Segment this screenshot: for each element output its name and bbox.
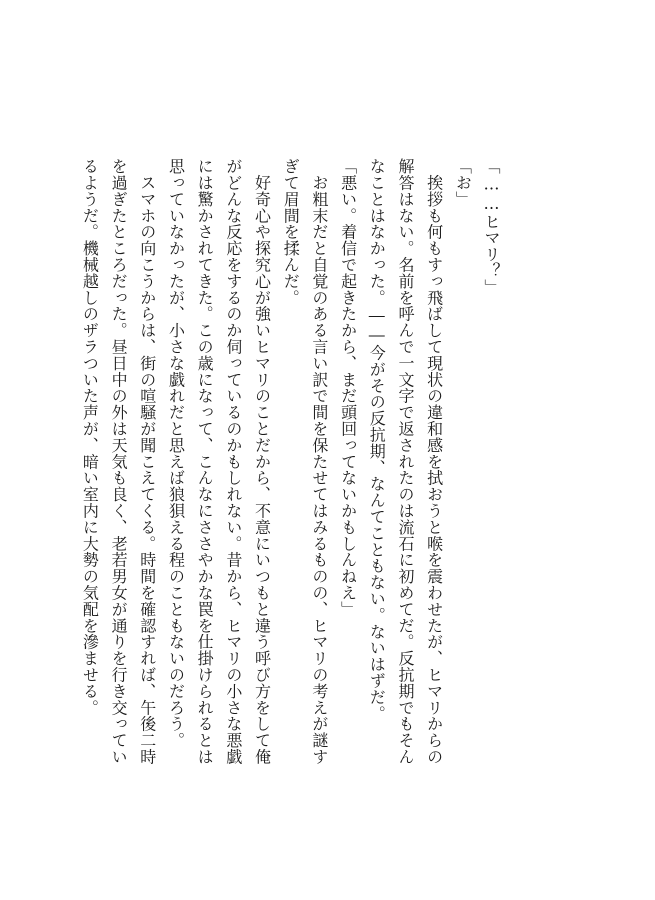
text-line-2: 「お」 [453,158,473,208]
text-line-9: 好奇心や探究心が強いヒマリのことだから、不意にいつもと違う呼び方をして俺 [252,158,272,765]
text-line-5: なことはなかった。――今がその反抗期、なんてこともない。ないはずだ。 [367,158,387,722]
text-line-3: 挨拶も何もすっ飛ばして現状の違和感を拭おうと喉を震わせたが、ヒマリからの [424,158,444,765]
text-line-14: を過ぎたところだった。昼日中の外は天気も良く、老若男女が通りを行き交ってい [109,158,129,765]
text-line-11: には驚かされてきた。この歳になって、こんなにささやかな罠を仕掛けられるとは [195,158,215,765]
text-line-7: お粗末だと自覚のある言い訳で間を保たせてはみるものの、ヒマリの考えが謎す [309,158,329,765]
text-line-15: るようだ。機械越しのザラついた声が、暗い室内に大勢の気配を滲ませる。 [80,158,100,716]
text-line-4: 解答はない。名前を呼んで一文字で返されたのは流石に初めてだ。反抗期でもそん [395,158,415,765]
text-line-10: がどんな反応をするのか伺っているのかもしれない。昔から、ヒマリの小さな悪戯 [223,158,243,765]
text-line-6: 「悪い。着信で起きたから、まだ頭回ってないかもしんねえ」 [338,158,358,618]
text-line-8: ぎて眉間を揉んだ。 [281,158,301,306]
vertical-text-body [75,158,505,765]
text-line-13: スマホの向こうからは、街の喧騒が聞こえてくる。時間を確認すれば、午後二時 [137,158,157,765]
text-line-12: 思っていなかったが、小さな戯れだと思えば狼狽える程のこともないのだろう。 [166,158,186,749]
text-line-1: 「……ヒマリ？」 [482,158,501,296]
